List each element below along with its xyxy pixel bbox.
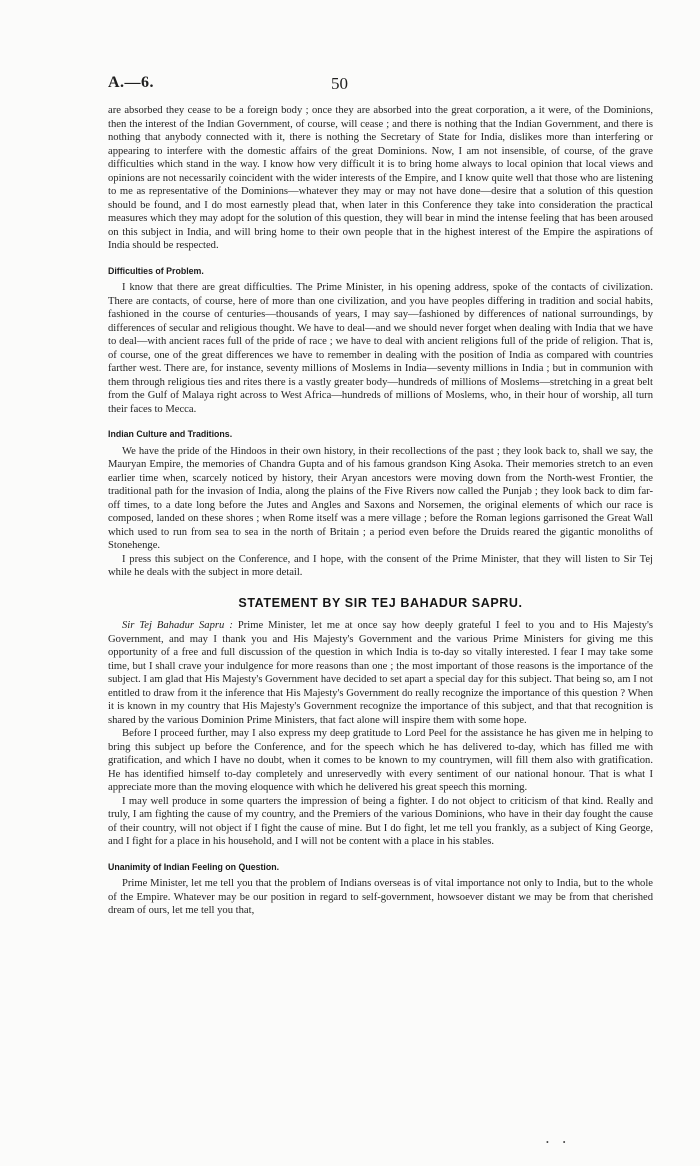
body-text <box>108 104 653 918</box>
document-reference: A.—6. <box>108 74 155 91</box>
speech-opening-text: Prime Minister, let me at once say how deeply grateful I feel to you and to His Majesty's Government, and may I thank you and His Majesty's Government and the various Prime Ministers for giving me this opportunity of a free and full discussion of the question in which India is to-day so vitally interested. I fear I may take some time, but I shall crave your indulgence for more reasons than one ; the most important of those reasons is the importance of the subject. I am glad that His Majesty's Government have decided to set apart a special day for this subject. That being so, am I not entitled to draw from it the inference that His Majesty's Government do really recognize the importance of this question ? When it is known in my country that His Majesty's Government recognize the importance of this subject, and that that recognition is shared by the various Dominion Prime Ministers, that fact alone will inspire them with some hope. <box>108 620 654 726</box>
paragraph: I press this subject on the Conference, and I hope, with the consent of the Prime Minister, that they will listen to Sir Tej while he deals with the subject in more detail. <box>108 553 653 578</box>
speaker-name: Sir Tej Bahadur Sapru : <box>122 620 233 631</box>
section-heading-culture: Indian Culture and Traditions. <box>108 429 233 439</box>
footer-marks: • • <box>546 1138 572 1147</box>
statement-title: STATEMENT BY SIR TEJ BAHADUR SAPRU. <box>238 595 523 610</box>
paragraph: Before I proceed further, may I also express my deep gratitude to Lord Peel for the assistance he has given me in helping to bring this subject up before the Conference, and for the speech which he has delivered to-day, which has filled me with gratification, and which I have no doubt, when it comes to be known to my countrymen, will fill them also with gratification. He has identified himself to-day completely and unreservedly with every sentiment of our national honour. That is what I appreciate more than the moving eloquence with which he delivered his great speech this morning. <box>108 728 653 793</box>
paragraph: We have the pride of the Hindoos in their own history, in their recollections of the past ; they look back to, shall we say, the Mauryan Empire, the memories of Chandra Gupta and of his famous grandson King Asoka. Their memories stretch to an even earlier time when, scarcely noticed by history, their Aryan ancestors were moving down from the North-west Frontier, the traditional path for the invasion of India, along the plains of the Five Rivers now called the Punjab ; they look back to dim far-off times, to a date long before the Jutes and Angles and Saxons and Norsemen, the original elements of which our race is composed, landed on these shores ; when Rome itself was a mere village ; before the Roman legions garrisoned the Great Wall which used to run from sea to sea in the north of Britain ; a period even before the Druids reared the gigantic monoliths of Stonehenge. <box>108 445 653 551</box>
paragraph: I may well produce in some quarters the impression of being a fighter. I do not object to criticism of that kind. Really and truly, I am fighting the cause of my country, and the Premiers of the various Dominions, who have in their day fought the cause of their country, will not object if I fight the cause of mine. But I do fight, let me tell you frankly, as a subject of King George, and I fight for a place in his household, and I will not be content with a place in his stables. <box>108 795 653 847</box>
speech-opening-paragraph <box>108 619 653 727</box>
paragraph: are absorbed they cease to be a foreign body ; once they are absorbed into the great corporation, a it were, of the Dominions, then the interest of the Indian Government, of course, will cease ; and there is nothing that the Indian Government, and there is nothing that anybody connected with it, there is nothing the Secretary of State for India, dislikes more than interfering or appearing to interfere with the domestic affairs of the great Dominions. Now, I am not insensible, of course, of the grave difficulties which stand in the way. I know how very difficult it is to bring home always to local opinion that local views and opinions are not necessarily coincident with the wider interests of the Empire, and I know quite well that those who are listening to me as representative of the Dominions—whatever they may or may not have done—desire that a solution of this question should be found, and I do most earnestly plead that, when later in this Conference they take into consideration the practical measures which they may adopt for the solution of this question, they will bear in mind the intense feeling that has been aroused on this subject in India, and will bring home to their own people that in the highest interest of the Empire the aspirations of India should be respected. <box>108 105 653 251</box>
page-number: 50 <box>331 74 348 93</box>
paragraph: I know that there are great difficulties. The Prime Minister, in his opening address, spoke of the contacts of civilization. There are contacts, of course, here of more than one civilization, and you have peoples differing in tradition and social habits, fashioned in the course of centuries—thousands of years, I may say—fashioned by differences of national surroundings, by differences of secular and religious thought. We have to deal—and we should never forget when dealing with India that we have to deal—with ancient races full of the pride of race ; we have to deal with ancient religions full of the pride of religion. That is, of course, one of the great differences we have to remember in dealing with the position of India as compared with countries farther west. There are, for instance, seventy millions of Moslems in India—seventy millions in India ; but in communion with them through religious ties and rites there is a vastly greater body—hundreds of millions of Moslems—stretching in a great belt from the Gulf of Malaya right across to West Africa—hundreds of millions of Moslems, who, in their hour of worship, all turn their faces to Mecca. <box>108 282 653 415</box>
page-header <box>108 74 628 96</box>
section-heading-difficulties: Difficulties of Problem. <box>108 265 204 276</box>
section-heading-unanimity: Unanimity of Indian Feeling on Question. <box>108 861 280 872</box>
paragraph: Prime Minister, let me tell you that the problem of Indians overseas is of vital importance not only to India, but to the whole of the Empire. Whatever may be our position in regard to self-government, howsoever distant we may be from that cherished dream of ours, let me tell you that, <box>108 878 653 916</box>
